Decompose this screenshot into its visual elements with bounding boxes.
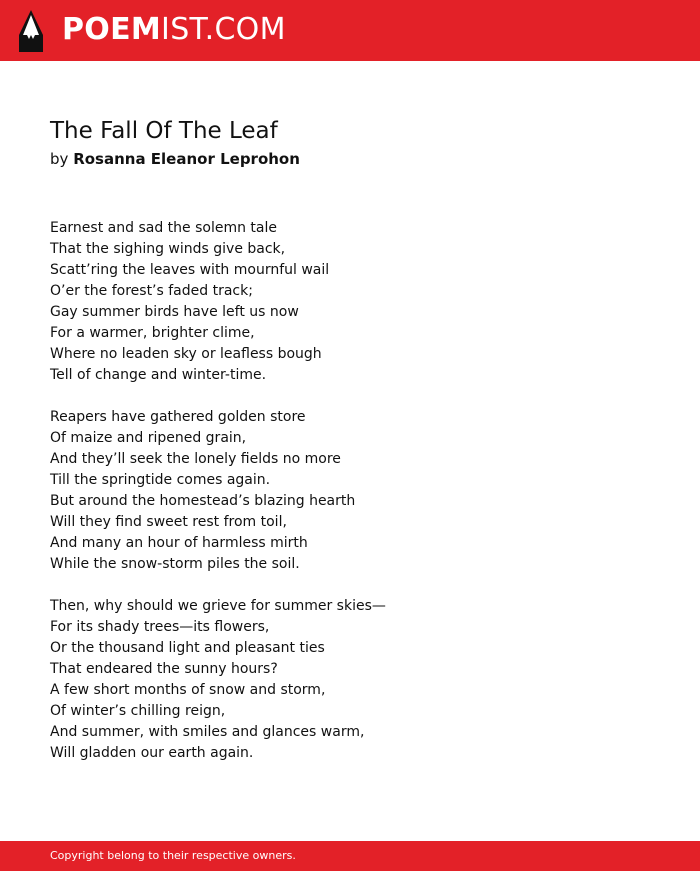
- poem-line: O’er the forest’s faded track;: [50, 283, 253, 299]
- site-logo[interactable]: [62, 10, 286, 50]
- site-footer: [0, 841, 700, 871]
- poem-byline: [50, 148, 300, 170]
- stanza: [50, 218, 650, 386]
- poem-line: And summer, with smiles and glances warm,: [50, 724, 365, 740]
- poem-line: Reapers have gathered golden store: [50, 409, 306, 425]
- poem-line: Will they find sweet rest from toil,: [50, 514, 287, 530]
- poem-line: And they’ll seek the lonely fields no more: [50, 451, 341, 467]
- poem-line: That endeared the sunny hours?: [50, 661, 278, 677]
- poem-line: Till the springtide comes again.: [50, 472, 271, 488]
- poem-author: Rosanna Eleanor Leprohon: [73, 150, 300, 168]
- poem-line: For a warmer, brighter clime,: [50, 325, 255, 341]
- poem-title: The Fall Of The Leaf: [50, 118, 278, 144]
- brand-strong-text: POEM: [62, 12, 162, 47]
- poem-line: Earnest and sad the solemn tale: [50, 220, 277, 236]
- poem-line: But around the homestead’s blazing hearth: [50, 493, 356, 509]
- by-label: by: [50, 150, 69, 168]
- poem-line: Of winter’s chilling reign,: [50, 703, 226, 719]
- poem-line: Tell of change and winter-time.: [50, 367, 267, 383]
- brand-light-text: IST.COM: [161, 12, 286, 47]
- poem-line: Will gladden our earth again.: [50, 745, 254, 761]
- poem-line: Gay summer birds have left us now: [50, 304, 299, 320]
- copyright-text: Copyright belong to their respective owners.: [50, 849, 296, 862]
- poem-line: That the sighing winds give back,: [50, 241, 286, 257]
- poem-line: While the snow-storm piles the soil.: [50, 556, 300, 572]
- poem-line: Or the thousand light and pleasant ties: [50, 640, 325, 656]
- poem-line: Where no leaden sky or leafless bough: [50, 346, 322, 362]
- poem-line: A few short months of snow and storm,: [50, 682, 326, 698]
- poem-line: For its shady trees—its flowers,: [50, 619, 270, 635]
- poem-body: [50, 218, 650, 785]
- site-header: [0, 0, 700, 61]
- pencil-tip-icon: [19, 10, 43, 52]
- poem-line: Then, why should we grieve for summer skies—: [50, 598, 386, 614]
- stanza: [50, 596, 650, 764]
- poem-line: Of maize and ripened grain,: [50, 430, 247, 446]
- stanza: [50, 407, 650, 575]
- poem-line: Scatt’ring the leaves with mournful wail: [50, 262, 330, 278]
- poem-line: And many an hour of harmless mirth: [50, 535, 308, 551]
